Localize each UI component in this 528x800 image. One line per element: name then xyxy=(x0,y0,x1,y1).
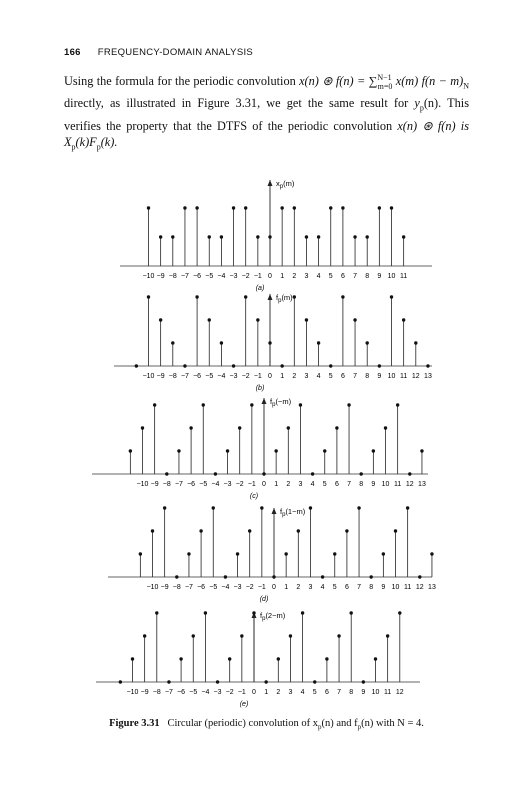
stem-point xyxy=(187,552,190,555)
panel-4-ylabel: $f_p(2-m)$ xyxy=(260,611,286,622)
x-tick-label: 3 xyxy=(308,584,313,591)
stem-point xyxy=(228,657,231,660)
x-tick-label: 10 xyxy=(371,689,380,696)
stem-point xyxy=(347,403,350,406)
stem-point xyxy=(402,235,405,238)
stem-point xyxy=(329,206,332,209)
stem-point xyxy=(204,611,207,614)
x-tick-label: 7 xyxy=(357,584,362,591)
stem-point xyxy=(171,341,174,344)
stem-point xyxy=(293,206,296,209)
x-tick-label: −1 xyxy=(253,273,262,280)
stem-point xyxy=(406,506,409,509)
x-tick-label: 11 xyxy=(384,689,392,696)
stem-point xyxy=(272,575,275,578)
panel-3-ylabel: $f_p(1-m)$ xyxy=(280,507,306,518)
stem-point xyxy=(195,206,198,209)
x-tick-label: 11 xyxy=(400,373,408,380)
stem-point xyxy=(177,449,180,452)
x-tick-label: 12 xyxy=(415,584,424,591)
x-tick-label: 1 xyxy=(280,273,285,280)
stem-point xyxy=(396,403,399,406)
x-tick-label: −4 xyxy=(221,584,230,591)
x-tick-label: 0 xyxy=(262,481,266,488)
stem-point xyxy=(311,472,314,475)
caption-sub2: p xyxy=(357,723,362,732)
x-tick-label: 9 xyxy=(377,273,382,280)
stem-point xyxy=(353,318,356,321)
x-tick-label: −7 xyxy=(174,481,183,488)
stem-point xyxy=(366,341,369,344)
panel-label: (a) xyxy=(255,285,265,292)
Fp-symbol: (k)F xyxy=(75,135,97,150)
x-tick-label: 7 xyxy=(353,273,358,280)
x-tick-label: 10 xyxy=(387,273,396,280)
x-tick-label: −3 xyxy=(229,273,238,280)
stem-point xyxy=(268,341,271,344)
stem-point xyxy=(220,341,223,344)
caption-mid: (n) and f xyxy=(321,718,358,729)
stem-point xyxy=(264,680,267,683)
x-tick-label: −6 xyxy=(187,481,196,488)
x-tick-label: −8 xyxy=(168,273,177,280)
stem-point xyxy=(165,472,168,475)
stem-point xyxy=(153,403,156,406)
stem-point xyxy=(366,235,369,238)
caption-end: (n) with N = 4. xyxy=(361,718,424,729)
page-number: 166 xyxy=(64,47,81,58)
y-symbol: y xyxy=(414,96,420,111)
stem-point xyxy=(244,295,247,298)
x-tick-label: 4 xyxy=(320,584,325,591)
x-tick-label: 6 xyxy=(334,481,339,488)
running-title: FREQUENCY-DOMAIN ANALYSIS xyxy=(97,47,254,58)
stem-point xyxy=(147,295,150,298)
stem-point xyxy=(192,634,195,637)
caption-sub1: p xyxy=(317,723,322,732)
stem-point xyxy=(374,657,377,660)
stem-point xyxy=(430,552,433,555)
x-tick-label: −3 xyxy=(223,481,232,488)
stem-point xyxy=(214,472,217,475)
x-tick-label: 5 xyxy=(332,584,337,591)
stem-point xyxy=(202,403,205,406)
stem-point xyxy=(362,680,365,683)
x-tick-label: 11 xyxy=(400,273,408,280)
x-tick-label: 9 xyxy=(377,373,382,380)
para-text-2: directly, as illustrated in Figure 3.31, we get the same result for xyxy=(64,96,415,111)
stem-point xyxy=(372,449,375,452)
x-tick-label: 7 xyxy=(347,481,352,488)
stem-point xyxy=(293,295,296,298)
stem-point xyxy=(250,403,253,406)
x-tick-label: 5 xyxy=(328,273,333,280)
stem-point xyxy=(299,403,302,406)
stem-point xyxy=(277,657,280,660)
x-tick-label: −3 xyxy=(213,689,222,696)
stem-point xyxy=(167,680,170,683)
conv-formula-sub: N xyxy=(463,81,470,91)
stem-point xyxy=(147,206,150,209)
x-tick-label: −4 xyxy=(217,273,226,280)
x-tick-label: 7 xyxy=(337,689,342,696)
panel-label: (e) xyxy=(239,701,249,708)
stem-point xyxy=(268,235,271,238)
panel-2-y-arrow xyxy=(262,398,267,404)
x-tick-label: −6 xyxy=(197,584,206,591)
stem-point xyxy=(305,235,308,238)
x-tick-label: 0 xyxy=(252,689,256,696)
stem-point xyxy=(179,657,182,660)
stem-point xyxy=(232,206,235,209)
x-tick-label: 13 xyxy=(418,481,426,488)
panel-0-ylabel: $x_p(m)$ xyxy=(276,179,295,190)
sum-upper-limit: N−1 xyxy=(377,73,392,82)
stem-point xyxy=(390,206,393,209)
x-tick-label: 7 xyxy=(353,373,358,380)
stem-point xyxy=(313,680,316,683)
x-tick-label: 6 xyxy=(340,373,345,380)
stem-point xyxy=(418,575,421,578)
stem-point xyxy=(414,341,417,344)
stem-point xyxy=(357,506,360,509)
Xp-symbol: X xyxy=(64,135,72,150)
stem-point xyxy=(426,364,429,367)
stem-point xyxy=(139,552,142,555)
x-tick-label: 1 xyxy=(284,584,289,591)
x-tick-label: 6 xyxy=(340,273,345,280)
x-tick-label: 10 xyxy=(391,584,400,591)
panel-label: (c) xyxy=(249,493,259,500)
stem-point xyxy=(141,426,144,429)
x-tick-label: −8 xyxy=(162,481,171,488)
x-tick-label: 2 xyxy=(296,584,301,591)
stem-point xyxy=(287,426,290,429)
stem-point xyxy=(370,575,373,578)
stem-point xyxy=(289,634,292,637)
panel-0-y-arrow xyxy=(268,180,273,186)
caption-label: Figure 3.31 xyxy=(109,718,160,729)
stem-point xyxy=(236,552,239,555)
stem-point xyxy=(212,506,215,509)
stem-point xyxy=(131,657,134,660)
x-tick-label: 12 xyxy=(395,689,404,696)
stem-point xyxy=(360,472,363,475)
sum-lower-limit: m=0 xyxy=(377,81,393,91)
stem-point xyxy=(238,426,241,429)
stem-point xyxy=(252,611,255,614)
figure-caption xyxy=(64,718,469,731)
x-tick-label: 4 xyxy=(316,373,321,380)
stem-point xyxy=(159,235,162,238)
x-tick-label: 0 xyxy=(268,373,272,380)
x-tick-label: 0 xyxy=(268,273,272,280)
x-tick-label: 8 xyxy=(359,481,364,488)
x-tick-label: 1 xyxy=(280,373,285,380)
x-tick-label: 2 xyxy=(286,481,291,488)
x-tick-label: 9 xyxy=(361,689,366,696)
x-tick-label: −10 xyxy=(146,584,159,591)
x-tick-label: 13 xyxy=(424,373,432,380)
x-tick-label: −2 xyxy=(241,273,250,280)
stem-point xyxy=(260,506,263,509)
x-tick-label: 4 xyxy=(300,689,305,696)
x-tick-label: −10 xyxy=(136,481,149,488)
stem-point xyxy=(394,529,397,532)
stem-point xyxy=(335,426,338,429)
caption-text: Circular (periodic) convolution of x xyxy=(167,718,318,729)
x-tick-label: 11 xyxy=(394,481,402,488)
x-tick-label: −1 xyxy=(257,584,266,591)
x-tick-label: 5 xyxy=(312,689,317,696)
stem-point xyxy=(337,634,340,637)
stem-point xyxy=(408,472,411,475)
x-tick-label: −5 xyxy=(189,689,198,696)
stem-point xyxy=(232,364,235,367)
x-tick-label: −9 xyxy=(150,481,159,488)
x-tick-label: 9 xyxy=(371,481,376,488)
para-text-4: x(n) ⊛ f(n) is xyxy=(397,118,469,133)
stem-point xyxy=(329,364,332,367)
x-tick-label: 5 xyxy=(328,373,333,380)
stem-point xyxy=(183,364,186,367)
stem-point xyxy=(309,506,312,509)
x-tick-label: −4 xyxy=(201,689,210,696)
x-tick-label: −10 xyxy=(142,373,155,380)
stem-point xyxy=(163,506,166,509)
x-tick-label: 8 xyxy=(365,373,370,380)
x-tick-label: 3 xyxy=(304,373,309,380)
x-tick-label: 4 xyxy=(316,273,321,280)
x-tick-label: 8 xyxy=(369,584,374,591)
conv-formula-b: x(m) f(n − m) xyxy=(392,74,464,89)
x-tick-label: −10 xyxy=(142,273,155,280)
panel-2-ylabel: $f_p(-m)$ xyxy=(270,397,292,408)
stem-point xyxy=(325,657,328,660)
Fp-sub: p xyxy=(96,142,101,152)
stem-point xyxy=(256,318,259,321)
x-tick-label: 5 xyxy=(322,481,327,488)
stem-point xyxy=(135,364,138,367)
x-tick-label: 10 xyxy=(381,481,390,488)
x-tick-label: −1 xyxy=(247,481,256,488)
x-tick-label: −5 xyxy=(205,273,214,280)
x-tick-label: 2 xyxy=(276,689,281,696)
panel-3-y-arrow xyxy=(272,508,277,514)
stem-point xyxy=(216,680,219,683)
x-tick-label: −7 xyxy=(184,584,193,591)
x-tick-label: −6 xyxy=(193,373,202,380)
stem-point xyxy=(220,235,223,238)
stem-point xyxy=(143,634,146,637)
stem-point xyxy=(378,206,381,209)
x-tick-label: −7 xyxy=(164,689,173,696)
stem-point xyxy=(244,206,247,209)
para-text-1: Using the formula for the periodic convolution xyxy=(64,74,300,89)
stem-point xyxy=(159,318,162,321)
stem-point xyxy=(224,575,227,578)
x-tick-label: 10 xyxy=(387,373,396,380)
x-tick-label: 9 xyxy=(381,584,386,591)
x-tick-label: 8 xyxy=(365,273,370,280)
x-tick-label: −10 xyxy=(126,689,139,696)
stem-point xyxy=(305,318,308,321)
x-tick-label: −1 xyxy=(237,689,246,696)
x-tick-label: −5 xyxy=(205,373,214,380)
stem-point xyxy=(199,529,202,532)
stem-point xyxy=(195,295,198,298)
stem-point xyxy=(323,449,326,452)
x-tick-label: −2 xyxy=(241,373,250,380)
x-tick-label: −9 xyxy=(140,689,149,696)
x-tick-label: 4 xyxy=(310,481,315,488)
stem-point xyxy=(256,235,259,238)
stem-point xyxy=(390,295,393,298)
stem-point xyxy=(341,206,344,209)
x-tick-label: −2 xyxy=(235,481,244,488)
x-tick-label: 2 xyxy=(292,373,297,380)
stem-point xyxy=(155,611,158,614)
x-tick-label: −1 xyxy=(253,373,262,380)
stem-point xyxy=(284,552,287,555)
stem-point xyxy=(384,426,387,429)
x-tick-label: 3 xyxy=(288,689,293,696)
x-tick-label: −5 xyxy=(199,481,208,488)
stem-point xyxy=(350,611,353,614)
x-tick-label: −8 xyxy=(152,689,161,696)
stem-point xyxy=(189,426,192,429)
stem-point xyxy=(280,206,283,209)
x-tick-label: 1 xyxy=(274,481,279,488)
x-tick-label: −9 xyxy=(156,373,165,380)
x-tick-label: −4 xyxy=(211,481,220,488)
stem-point xyxy=(129,449,132,452)
stem-point xyxy=(321,575,324,578)
stem-point xyxy=(398,611,401,614)
stem-point xyxy=(353,235,356,238)
panel-1-y-arrow xyxy=(268,294,273,300)
stem-point xyxy=(226,449,229,452)
stem-point xyxy=(171,235,174,238)
stem-point xyxy=(341,295,344,298)
x-tick-label: 6 xyxy=(324,689,329,696)
stem-point xyxy=(297,529,300,532)
x-tick-label: 0 xyxy=(272,584,276,591)
stem-point xyxy=(301,611,304,614)
x-tick-label: 11 xyxy=(404,584,412,591)
stem-point xyxy=(280,364,283,367)
stem-point xyxy=(345,529,348,532)
x-tick-label: 3 xyxy=(298,481,303,488)
stem-point xyxy=(248,529,251,532)
stem-point xyxy=(317,235,320,238)
x-tick-label: −4 xyxy=(217,373,226,380)
x-tick-label: −9 xyxy=(160,584,169,591)
stem-point xyxy=(317,341,320,344)
x-tick-label: 8 xyxy=(349,689,354,696)
stem-point xyxy=(151,529,154,532)
x-tick-label: 6 xyxy=(344,584,349,591)
stem-point xyxy=(333,552,336,555)
x-tick-label: −3 xyxy=(229,373,238,380)
x-tick-label: 13 xyxy=(428,584,436,591)
x-tick-label: −5 xyxy=(209,584,218,591)
stem-point xyxy=(382,552,385,555)
para-text-3: (n). This verifies the property that the DTFS of the periodic convolution xyxy=(64,96,469,133)
para-end: (k). xyxy=(100,135,118,150)
x-tick-label: 12 xyxy=(405,481,414,488)
panel-label: (b) xyxy=(255,385,265,392)
stem-point xyxy=(420,449,423,452)
x-tick-label: −6 xyxy=(193,273,202,280)
stem-point xyxy=(208,235,211,238)
stem-point xyxy=(274,449,277,452)
stem-point xyxy=(240,634,243,637)
stem-point xyxy=(378,364,381,367)
x-tick-label: −6 xyxy=(177,689,186,696)
panel-1-ylabel: $f_p(m)$ xyxy=(276,293,293,304)
Xp-sub: p xyxy=(71,142,76,152)
conv-formula-a: x(n) ⊛ f(n) = ∑ xyxy=(299,74,378,89)
stem-point xyxy=(386,634,389,637)
x-tick-label: −8 xyxy=(168,373,177,380)
x-tick-label: −2 xyxy=(225,689,234,696)
x-tick-label: −2 xyxy=(245,584,254,591)
stem-point xyxy=(183,206,186,209)
x-tick-label: 2 xyxy=(292,273,297,280)
stem-point xyxy=(402,318,405,321)
stem-point xyxy=(208,318,211,321)
x-tick-label: −3 xyxy=(233,584,242,591)
x-tick-label: 12 xyxy=(411,373,420,380)
y-sub: p xyxy=(419,103,424,113)
stem-point xyxy=(119,680,122,683)
x-tick-label: 3 xyxy=(304,273,309,280)
x-tick-label: −7 xyxy=(180,273,189,280)
x-tick-label: 1 xyxy=(264,689,269,696)
panel-label: (d) xyxy=(259,596,269,603)
x-tick-label: −7 xyxy=(180,373,189,380)
stem-point xyxy=(262,472,265,475)
x-tick-label: −9 xyxy=(156,273,165,280)
x-tick-label: −8 xyxy=(172,584,181,591)
stem-point xyxy=(175,575,178,578)
